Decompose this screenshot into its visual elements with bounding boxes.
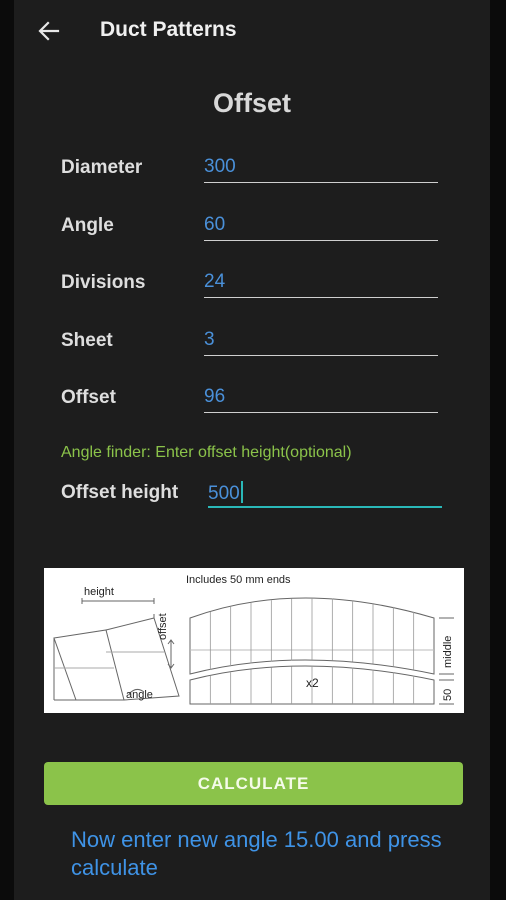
diagram-offset-label: offset bbox=[157, 613, 169, 640]
sheet-input[interactable] bbox=[204, 324, 438, 356]
angle-label: Angle bbox=[61, 215, 114, 236]
result-message: Now enter new angle 15.00 and press calculate bbox=[71, 827, 442, 880]
offset-value: 96 bbox=[204, 386, 226, 407]
divisions-label: Divisions bbox=[61, 272, 146, 293]
back-arrow-icon[interactable] bbox=[36, 18, 62, 44]
offset-height-value: 500 bbox=[208, 483, 240, 504]
app-screen bbox=[14, 0, 490, 900]
diameter-label: Diameter bbox=[61, 157, 143, 178]
offset-input[interactable] bbox=[204, 381, 438, 413]
offset-diagram bbox=[44, 568, 464, 713]
diagram-angle-label: angle bbox=[126, 689, 153, 701]
page-title: Offset bbox=[212, 88, 291, 118]
diameter-value: 300 bbox=[204, 156, 236, 177]
calculate-button[interactable]: CALCULATE bbox=[44, 762, 463, 805]
divisions-input[interactable] bbox=[204, 266, 438, 298]
diagram-fifty-label: 50 bbox=[442, 688, 454, 701]
diagram-multiplier: x2 bbox=[306, 676, 319, 690]
diameter-input[interactable] bbox=[204, 151, 438, 183]
app-bar bbox=[14, 0, 490, 62]
angle-input[interactable] bbox=[204, 209, 438, 241]
diagram-ends-note: Includes 50 mm ends bbox=[186, 574, 291, 586]
offset-label: Offset bbox=[61, 387, 116, 408]
angle-value: 60 bbox=[204, 214, 226, 235]
app-title: Duct Patterns bbox=[100, 18, 237, 41]
text-caret bbox=[241, 481, 243, 503]
diagram-middle-label: middle bbox=[442, 635, 454, 668]
angle-finder-hint: Angle finder: Enter offset height(optional) bbox=[61, 444, 352, 461]
divisions-value: 24 bbox=[204, 271, 226, 292]
diagram-height-label: height bbox=[84, 586, 114, 598]
offset-height-input[interactable] bbox=[208, 476, 442, 508]
sheet-label: Sheet bbox=[61, 330, 113, 351]
offset-height-label: Offset height bbox=[61, 482, 179, 503]
sheet-value: 3 bbox=[204, 329, 215, 350]
